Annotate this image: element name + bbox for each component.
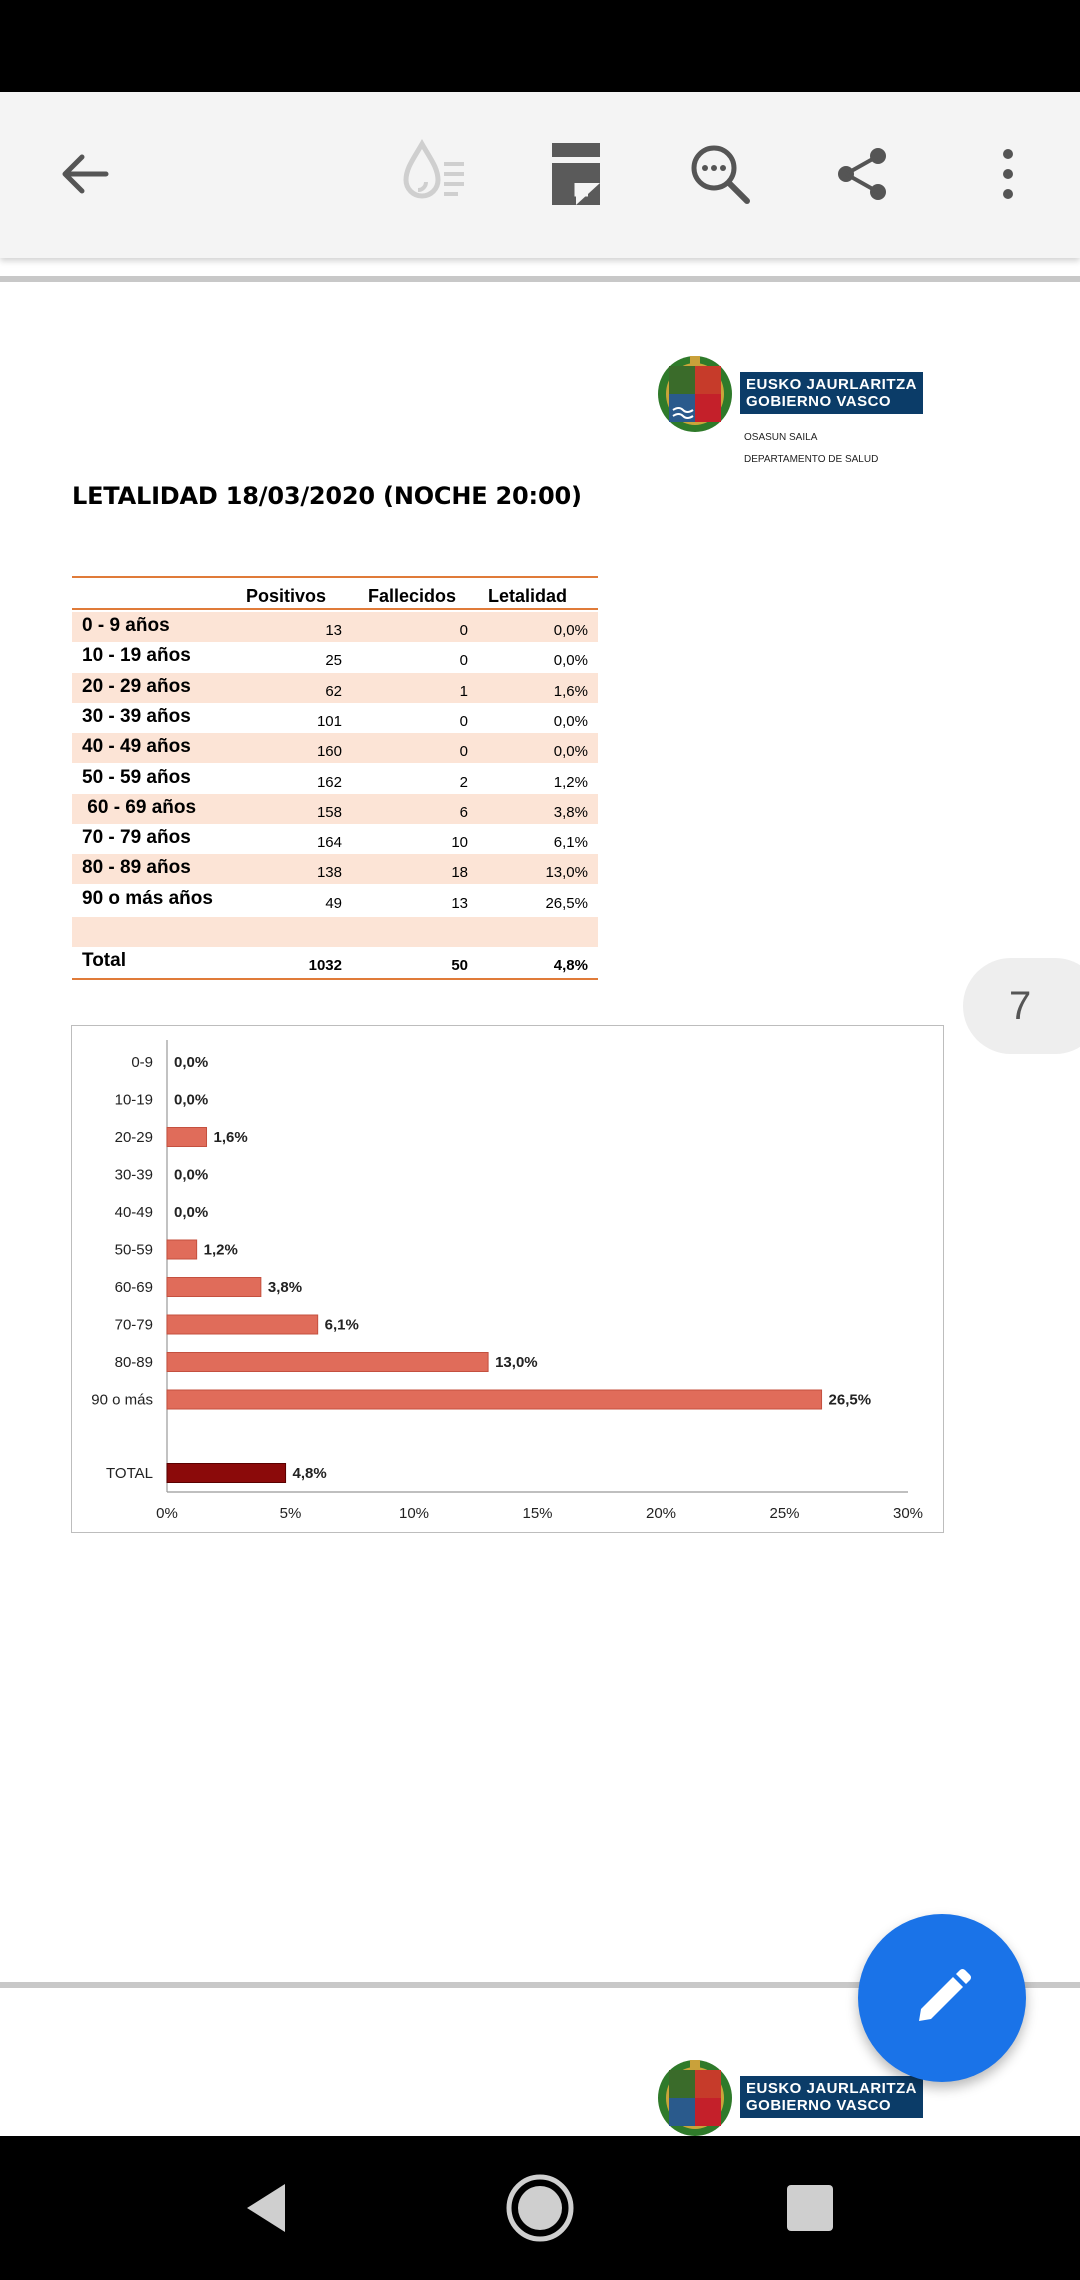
bar-60-69 xyxy=(167,1278,261,1297)
cell-letalidad: 1,6% xyxy=(553,682,588,700)
cell-fallecidos: 18 xyxy=(451,864,468,882)
page-layout-icon[interactable] xyxy=(526,124,626,224)
x-tick-label: 0% xyxy=(156,1505,178,1522)
data-label: 3,8% xyxy=(267,1279,303,1296)
bar-50-59 xyxy=(167,1240,197,1259)
search-more-icon[interactable] xyxy=(670,124,770,224)
table-spacer-row xyxy=(72,917,598,947)
coat-of-arms-icon xyxy=(656,2058,734,2136)
category-label: 0-9 xyxy=(131,1054,153,1071)
cell-positivos: 162 xyxy=(316,773,342,791)
cell-fallecidos: 1 xyxy=(459,682,468,700)
table-row xyxy=(72,703,598,733)
cell-letalidad: 0,0% xyxy=(553,743,588,761)
category-label: 30-39 xyxy=(114,1166,153,1184)
table-row xyxy=(72,764,598,794)
data-label: 26,5% xyxy=(828,1391,872,1409)
cell-positivos: 49 xyxy=(325,894,342,912)
data-label: 0,0% xyxy=(174,1166,209,1184)
category-label: 70-79 xyxy=(114,1316,153,1334)
x-tick-label: 30% xyxy=(892,1505,924,1522)
viewer-toolbar xyxy=(0,92,1080,258)
row-label: 60 - 69 años xyxy=(82,796,197,818)
cell-letalidad: 0,0% xyxy=(553,622,588,639)
cell-letalidad: 0,0% xyxy=(553,652,588,670)
category-label: 90 o más xyxy=(91,1391,153,1409)
water-drop-lines-icon[interactable] xyxy=(384,124,484,224)
logo-line-1: EUSKO JAURLARITZA xyxy=(746,2080,918,2097)
cell-positivos: 138 xyxy=(316,864,342,882)
data-label: 0,0% xyxy=(174,1204,209,1221)
category-label: 80-89 xyxy=(114,1354,153,1371)
category-label: 20-29 xyxy=(114,1129,153,1146)
header-positivos: Positivos xyxy=(246,586,327,606)
logo-text-bar xyxy=(740,372,923,414)
cell-fallecidos: 0 xyxy=(459,743,468,761)
cell-fallecidos: 6 xyxy=(459,803,468,821)
table-row xyxy=(72,885,598,915)
category-label: TOTAL xyxy=(106,1465,153,1482)
header-fallecidos: Fallecidos xyxy=(368,586,457,606)
x-tick-label: 10% xyxy=(398,1505,430,1522)
back-arrow-icon[interactable] xyxy=(34,124,134,224)
category-label: 40-49 xyxy=(114,1204,153,1221)
x-tick-label: 15% xyxy=(522,1505,553,1522)
logo-line-1: EUSKO JAURLARITZA xyxy=(746,376,918,393)
cell-letalidad: 0,0% xyxy=(553,712,588,730)
cell-positivos: 13 xyxy=(325,622,342,639)
cell-fallecidos: 13 xyxy=(451,894,468,912)
nav-back-icon[interactable] xyxy=(216,2158,316,2258)
table-header-rule xyxy=(72,608,598,610)
system-nav-bar xyxy=(0,2136,1080,2280)
row-label: 90 o más años xyxy=(82,887,213,909)
category-label: 10-19 xyxy=(114,1091,153,1109)
logo-line-2: GOBIERNO VASCO xyxy=(746,2097,892,2114)
cell-fallecidos: 0 xyxy=(459,622,468,639)
cell-letalidad: 13,0% xyxy=(545,864,588,882)
row-label: 10 - 19 años xyxy=(82,645,191,667)
data-label: 6,1% xyxy=(324,1316,359,1334)
table-header xyxy=(72,580,598,608)
x-tick-label: 5% xyxy=(279,1505,302,1522)
row-label: 40 - 49 años xyxy=(82,736,191,758)
bar-70-79 xyxy=(167,1315,318,1334)
x-tick-label: 20% xyxy=(645,1505,677,1522)
table-row xyxy=(72,673,598,703)
nav-home-icon[interactable] xyxy=(490,2158,590,2258)
row-label: 80 - 89 años xyxy=(82,857,191,879)
logo-dept-1: OSASUN SAILA xyxy=(744,432,818,443)
category-label: 60-69 xyxy=(114,1279,153,1296)
cell-positivos: 25 xyxy=(325,652,342,670)
row-label: 20 - 29 años xyxy=(82,675,191,697)
gobierno-vasco-logo xyxy=(656,354,926,474)
table-row xyxy=(72,824,598,854)
table-total-row xyxy=(72,947,598,977)
cell-letalidad: 3,8% xyxy=(553,803,588,821)
cell-fallecidos: 2 xyxy=(459,773,468,791)
cell-fallecidos: 10 xyxy=(451,834,468,852)
table-row xyxy=(72,733,598,763)
bar-20-29 xyxy=(167,1128,207,1147)
cell-letalidad: 6,1% xyxy=(553,834,588,852)
category-label: 50-59 xyxy=(114,1241,153,1259)
cell-positivos: 160 xyxy=(316,743,342,761)
bar-80-89 xyxy=(167,1353,488,1372)
row-label: Total xyxy=(82,950,126,972)
data-label: 1,6% xyxy=(213,1129,248,1146)
cell-positivos: 101 xyxy=(316,712,342,730)
chart-canvas xyxy=(72,1026,943,1532)
data-label: 1,2% xyxy=(203,1241,238,1259)
data-label: 0,0% xyxy=(174,1091,209,1109)
row-label: 30 - 39 años xyxy=(82,705,191,727)
logo-text-bar xyxy=(740,2076,923,2118)
data-label: 13,0% xyxy=(495,1354,538,1371)
x-tick-label: 25% xyxy=(769,1505,800,1522)
row-label: 70 - 79 años xyxy=(82,827,191,849)
page-number-indicator: 7 xyxy=(963,958,1080,1054)
table-row xyxy=(72,794,598,824)
cell-fallecidos: 50 xyxy=(451,957,468,975)
pencil-edit-icon xyxy=(909,1965,975,2031)
cell-positivos: 1032 xyxy=(308,957,342,975)
cell-letalidad: 26,5% xyxy=(545,894,588,912)
nav-recents-icon[interactable] xyxy=(760,2158,860,2258)
share-icon[interactable] xyxy=(812,124,912,224)
bar-90-o-más xyxy=(167,1390,822,1409)
table-row xyxy=(72,642,598,672)
edit-fab-button[interactable] xyxy=(858,1914,1026,2082)
table-bottom-rule xyxy=(72,978,598,980)
table-top-rule xyxy=(72,576,598,578)
data-label: 0,0% xyxy=(174,1054,209,1071)
header-letalidad: Letalidad xyxy=(488,586,568,606)
gobierno-vasco-logo-next xyxy=(656,2058,926,2136)
row-label: 50 - 59 años xyxy=(82,766,191,788)
cell-positivos: 158 xyxy=(316,803,342,821)
table-row xyxy=(72,854,598,884)
cell-positivos: 62 xyxy=(325,682,342,700)
data-label: 4,8% xyxy=(292,1465,327,1482)
coat-of-arms-icon xyxy=(656,354,734,438)
cell-positivos: 164 xyxy=(316,834,342,852)
bar-total xyxy=(167,1464,286,1483)
logo-line-2: GOBIERNO VASCO xyxy=(746,393,892,410)
logo-dept-2: DEPARTAMENTO DE SALUD xyxy=(744,454,879,465)
cell-letalidad: 4,8% xyxy=(553,957,588,975)
document-title: LETALIDAD 18/03/2020 (NOCHE 20:00) xyxy=(72,482,582,510)
cell-letalidad: 1,2% xyxy=(553,773,588,791)
cell-fallecidos: 0 xyxy=(459,652,468,670)
more-vert-icon[interactable] xyxy=(958,124,1058,224)
cell-fallecidos: 0 xyxy=(459,712,468,730)
status-bar xyxy=(0,0,1080,92)
letalidad-chart xyxy=(71,1025,944,1533)
row-label: 0 - 9 años xyxy=(82,615,170,636)
table-row xyxy=(72,612,598,642)
